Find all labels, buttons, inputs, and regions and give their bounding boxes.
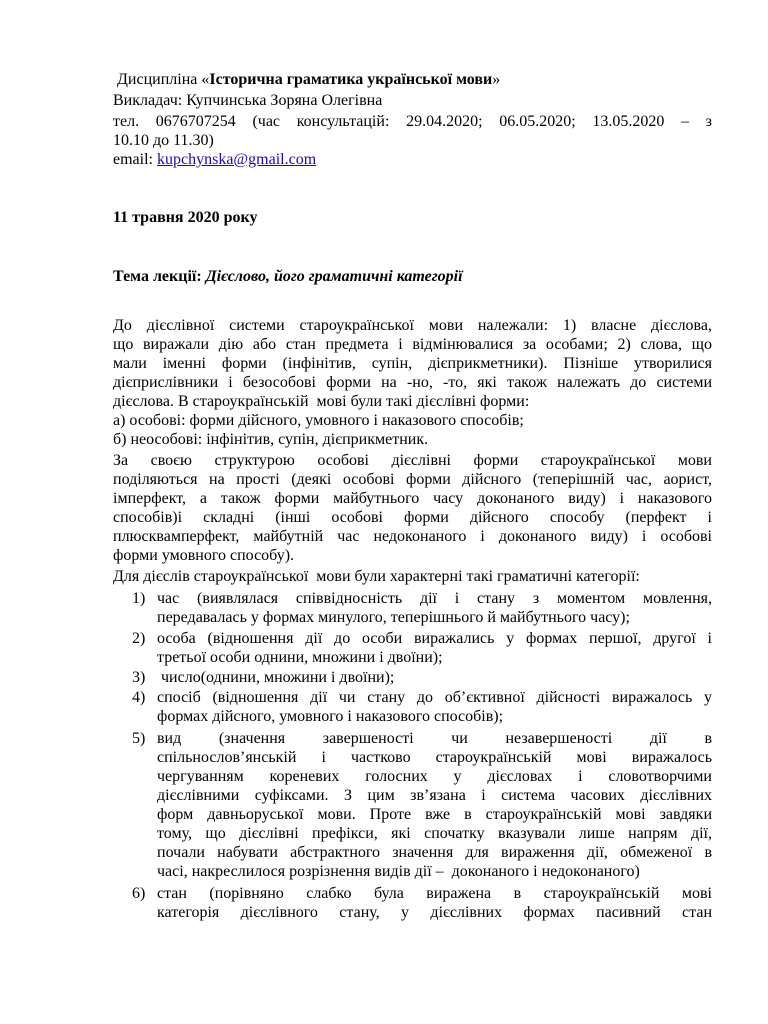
p1-line-2: що виражали дію або стан предмета і відмінювалися за особами; 2) слова, що [113, 336, 712, 353]
list-item-2-line-2: третьої особи однини, множини і двоїни); [157, 649, 443, 666]
list-number-6: 6) [132, 885, 146, 902]
p2-line-2: поділяються на прості (деякі особові форми дійсного (теперішній час, аорист, [113, 471, 712, 488]
discipline-suffix: » [492, 71, 501, 88]
p3-line: Для дієслів староукраїнської мови були характерні такі граматичні категорії: [113, 568, 640, 585]
teacher-line: Викладач: Купчинська Зоряна Олегівна [113, 92, 383, 109]
topic-line [113, 267, 463, 286]
phone-line-2: 10.10 до 11.30) [113, 132, 214, 149]
discipline-title: Історична граматика української мови [209, 71, 493, 88]
list-number-5: 5) [132, 730, 146, 747]
list-item-5-line-7: почали набувати абстрактного значення для вираження дії, обмеженої в [157, 844, 712, 861]
list-item-5-line-3: чергуванням кореневих голосних у дієсловах і словотворчими [157, 768, 712, 785]
list-item-6-line-2: категорія дієслівного стану, у дієслівних формах пасивний стан [157, 904, 712, 921]
list-number-3: 3) [132, 669, 146, 686]
list-item-2-line-1: особа (відношення дії до особи виражались у формах першої, другої і [157, 630, 712, 647]
p2-line-1: За своєю структурою особові дієслівні форми староукраїнської мови [113, 452, 712, 469]
list-item-5-line-8: часі, накреслилося розрізнення видів дії – доконаного і недоконаного) [157, 863, 640, 880]
list-item-4-line-1: спосіб (відношення дії чи стану до об’єктивної дійсності виражалось у [157, 689, 712, 706]
list-number-4: 4) [132, 689, 146, 706]
discipline-line [117, 70, 500, 89]
list-item-1-line-1: час (виявлялася співвідносність дії і стану з моментом мовлення, [157, 590, 712, 607]
topic-title: Дієслово, його граматичні категорії [205, 268, 463, 285]
list-item-1-line-2: передавалась у формах минулого, теперішнього й майбутнього часу); [157, 609, 630, 626]
p2-line-5: плюсквамперфект, майбутній час недоконаного і доконаного виду) і особові [113, 528, 712, 545]
list-item-5-line-6: тому, що дієслівні префікси, які спочатку вказували лише напрям дії, [157, 825, 712, 842]
email-link[interactable]: kupchynska@gmail.com [156, 151, 317, 168]
list-item-5-line-1: вид (значення завершеності чи незавершеності дії в [157, 730, 712, 747]
p2-line-3: імперфект, а також форми майбутнього часу доконаного виду) і наказового [113, 490, 712, 507]
phone-line-1: тел. 0676707254 (час консультацій: 29.04.2020; 06.05.2020; 13.05.2020 – з [113, 113, 712, 130]
discipline-prefix: Дисципліна « [117, 71, 210, 88]
topic-label: Тема лекції: [113, 268, 206, 285]
p1-line-1: До дієслівної системи староукраїнської мови належали: 1) власне дієслова, [113, 317, 712, 334]
lecture-date: 11 травня 2020 року [113, 209, 258, 226]
list-item-5-line-2: спільнослов’янській і частково староукраїнській мові виражалось [157, 749, 712, 766]
list-number-1: 1) [132, 590, 146, 607]
list-item-5-line-5: форм давньоруської мови. Проте вже в староукраїнській мові завдяки [157, 806, 712, 823]
list-item-5-line-4: дієслівними суфіксами. З цим зв’язана і система часових дієслівних [157, 787, 712, 804]
p1-line-6: а) особові: форми дійсного, умовного і наказового способів; [113, 412, 524, 429]
list-item-6-line-1: стан (порівняно слабко була виражена в староукраїнській мові [157, 885, 712, 902]
p1-line-3: мали іменні форми (інфінітив, супін, дієприкметники). Пізніше утворилися [113, 355, 712, 372]
list-item-4-line-2: формах дійсного, умовного і наказового способів); [157, 708, 504, 725]
email-label: email: [113, 151, 157, 168]
list-number-2: 2) [132, 630, 146, 647]
p1-line-4: дієприслівники і безособові форми на -но, -то, які також належать до системи [113, 374, 712, 391]
p1-line-5: дієслова. В староукраїнській мові були такі дієслівні форми: [113, 393, 530, 410]
p2-line-4: способів)і складні (інші особові форми дійсного способу (перфект і [113, 509, 712, 526]
p1-line-7: б) неособові: інфінітив, супін, дієприкметник. [113, 431, 429, 448]
p2-line-6: форми умовного способу). [113, 547, 295, 564]
list-item-3-line-1: число(однини, множини і двоїни); [157, 669, 395, 686]
email-line [113, 150, 316, 169]
